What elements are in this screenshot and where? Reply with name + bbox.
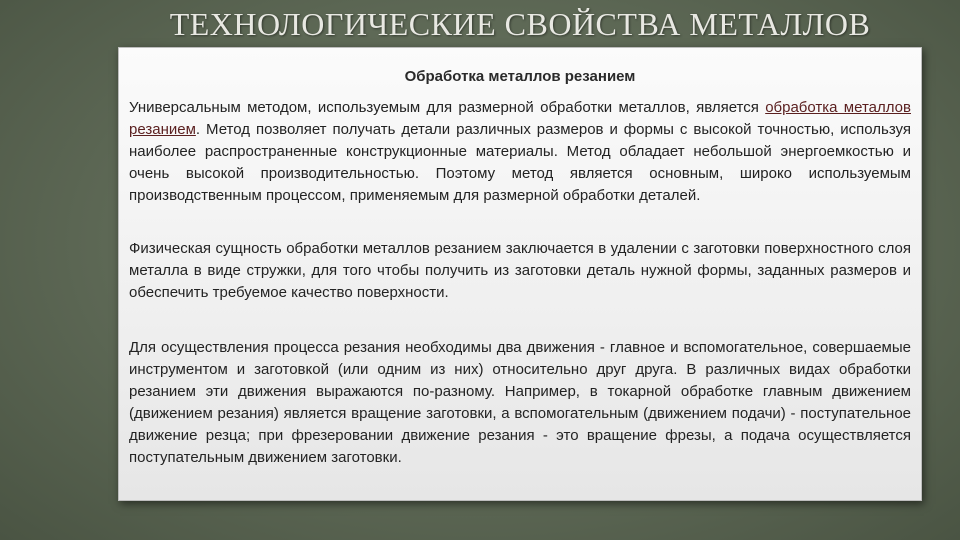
paragraph-1-text-start: Универсальным методом, используемым для размерной обработки металлов, является xyxy=(129,99,766,116)
content-card xyxy=(118,47,922,501)
paragraph-1 xyxy=(129,97,911,207)
slide-title: ТЕХНОЛОГИЧЕСКИЕ СВОЙСТВА МЕТАЛЛОВ xyxy=(169,6,871,42)
card-title: Обработка металлов резанием xyxy=(404,68,636,85)
paragraph-2: Физическая сущность обработки металлов резанием заключается в удалении с заготовки поверхностного слоя металла в виде стружки, для того чтобы получить из заготовки деталь нужной формы, заданных размеров и обеспечить требуемое качество поверхности. xyxy=(129,240,911,301)
paragraph-3: Для осуществления процесса резания необходимы два движения - главное и вспомогательное, совершаемые инструментом и заготовкой (или одним из них) относительно друг друга. В различных видах обработки резанием эти движения выражаются по-разному. Например, в токарной обработке главным движением (движением резания) является вращение заготовки, а вспомогательным (движением подачи) - поступательное движение резца; при фрезеровании движение резания - это вращение фрезы, а подача осуществляется поступательным движением заготовки. xyxy=(129,339,911,466)
cutting-term-link[interactable]: обработка металлов резанием xyxy=(129,99,911,138)
paragraph-1-text-end: . Метод позволяет получать детали различных размеров и формы с высокой точностью, используя наиболее распространенные конструкционные материалы. Метод обладает небольшой энергоемкостью и очень высокой производительностью. Поэтому метод является основным, широко используемым производственным процессом, применяемым для размерной обработки деталей. xyxy=(129,121,911,204)
